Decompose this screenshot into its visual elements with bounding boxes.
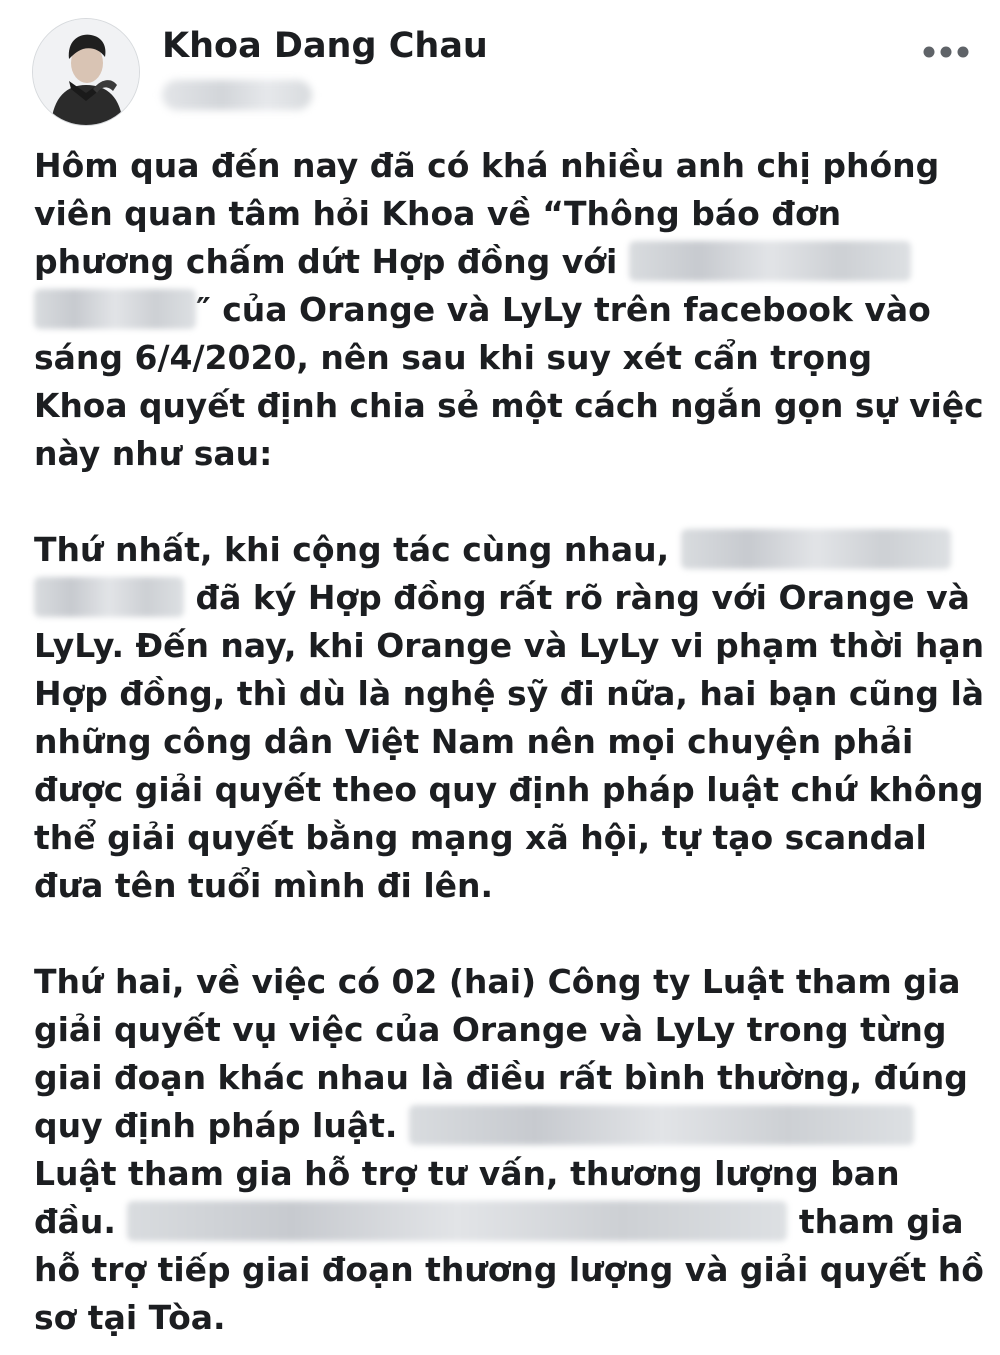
- text-run: Khoa quyết định chia sẻ một cách ngắn gọn sự việc: [34, 386, 984, 425]
- post-body: [34, 142, 984, 1342]
- text-line: [34, 430, 984, 478]
- redacted-text: [34, 577, 184, 617]
- more-horizontal-icon: [918, 32, 974, 72]
- text-line: [34, 766, 983, 814]
- text-run: viên quan tâm hỏi Khoa về “Thông báo đơn: [34, 194, 842, 233]
- text-run: quy định pháp luật.: [34, 1106, 409, 1145]
- avatar[interactable]: [32, 18, 140, 126]
- text-run: đã ký Hợp đồng rất rõ ràng với Orange và: [184, 578, 970, 617]
- text-run: Luật tham gia hỗ trợ tư vấn, thương lượng ban: [34, 1154, 900, 1193]
- text-line: [34, 382, 984, 430]
- post-timestamp-blurred: [162, 80, 312, 110]
- text-line: [34, 334, 984, 382]
- text-line: [34, 1150, 984, 1198]
- text-line: [34, 190, 984, 238]
- text-run: hỗ trợ tiếp giai đoạn thương lượng và giải quyết hồ: [34, 1250, 984, 1289]
- text-run: đưa tên tuổi mình đi lên.: [34, 866, 494, 905]
- text-run: ″ của Orange và LyLy trên facebook vào: [196, 290, 931, 329]
- post-paragraph-1: [34, 142, 984, 478]
- post-paragraph-2: [34, 526, 984, 910]
- text-run: đầu.: [34, 1202, 128, 1241]
- text-run: giai đoạn khác nhau là điều rất bình thường, đúng: [34, 1058, 968, 1097]
- text-line: [34, 526, 984, 574]
- text-line: [34, 1246, 982, 1294]
- text-line: [34, 238, 984, 286]
- text-run: Hôm qua đến nay đã có khá nhiều anh chị phóng: [34, 146, 940, 185]
- text-run: sơ tại Tòa.: [34, 1298, 226, 1337]
- text-run: sáng 6/4/2020, nên sau khi suy xét cẩn trọng: [34, 338, 873, 377]
- text-run: được giải quyết theo quy định pháp luật chứ không: [34, 770, 984, 809]
- text-run: Hợp đồng, thì dù là nghệ sỹ đi nữa, hai bạn cũng là: [34, 674, 985, 713]
- post-header: [0, 0, 1000, 140]
- text-line: [34, 670, 984, 718]
- text-run: giải quyết vụ việc của Orange và LyLy trong từng: [34, 1010, 947, 1049]
- redacted-text: [629, 241, 911, 281]
- redacted-text: [34, 289, 196, 329]
- redacted-text: [681, 529, 951, 569]
- text-run: này như sau:: [34, 434, 273, 473]
- text-run: tham gia: [787, 1202, 964, 1241]
- text-run: Thứ hai, về việc có 02 (hai) Công ty Luật tham gia: [34, 962, 961, 1001]
- text-run: phương chấm dứt Hợp đồng với: [34, 242, 629, 281]
- text-run: thể giải quyết bằng mạng xã hội, tự tạo scandal: [34, 818, 927, 857]
- text-line: [34, 718, 984, 766]
- paragraph-gap: [34, 910, 984, 958]
- text-line: [34, 958, 984, 1006]
- text-line: [34, 1054, 984, 1102]
- avatar-photo: [33, 19, 139, 125]
- text-line: [34, 1006, 984, 1054]
- text-line: [34, 1102, 984, 1150]
- text-run: những công dân Việt Nam nên mọi chuyện phải: [34, 722, 914, 761]
- author-name[interactable]: Khoa Dang Chau: [162, 26, 488, 66]
- more-options-button[interactable]: [918, 32, 974, 72]
- text-line: [34, 622, 983, 670]
- text-line: [34, 286, 984, 334]
- redacted-text: [409, 1105, 914, 1145]
- text-line: [34, 862, 984, 910]
- text-run: Thứ nhất, khi cộng tác cùng nhau,: [34, 530, 681, 569]
- text-line: [34, 1198, 984, 1246]
- paragraph-gap: [34, 478, 984, 526]
- text-line: [34, 142, 984, 190]
- text-line: [34, 1294, 984, 1342]
- text-run: LyLy. Đến nay, khi Orange và LyLy vi phạm thời hạn: [34, 626, 985, 665]
- text-line: [34, 814, 984, 862]
- post-paragraph-3: [34, 958, 984, 1342]
- text-line: [34, 574, 984, 622]
- redacted-text: [127, 1201, 787, 1241]
